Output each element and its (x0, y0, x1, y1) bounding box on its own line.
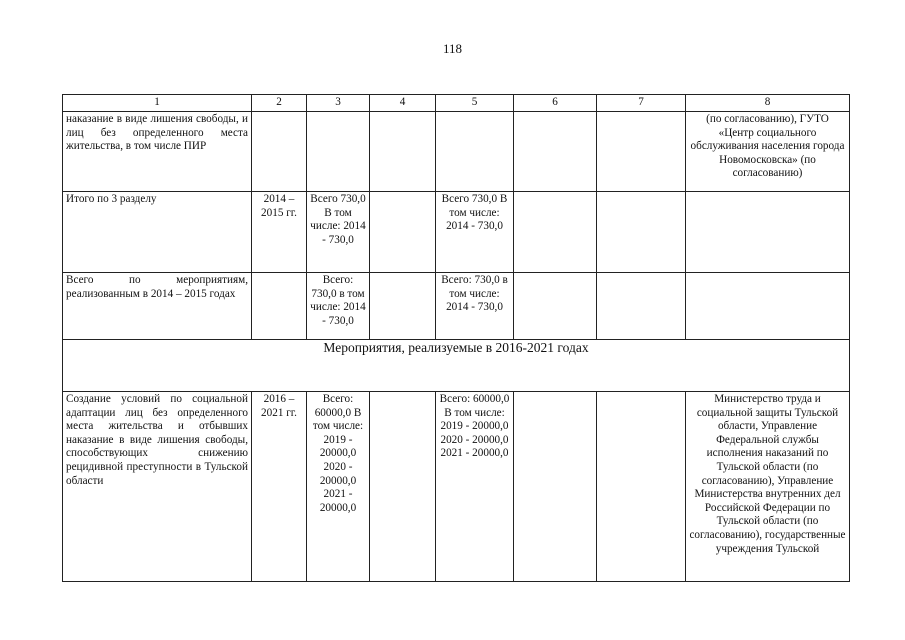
cell-col6 (514, 273, 597, 340)
period-cell (252, 273, 307, 340)
period-cell (252, 112, 307, 192)
cell-col4 (370, 112, 436, 192)
cell-col7 (597, 273, 686, 340)
cell-col4 (370, 192, 436, 273)
cell-col6 (514, 192, 597, 273)
cell-col4 (370, 392, 436, 582)
column-header: 7 (597, 95, 686, 112)
funding-cell: Всего 730,0 В том числе: 2014 - 730,0 (436, 192, 514, 273)
table-row (63, 392, 850, 582)
cell-col7 (597, 392, 686, 582)
activity-cell: Итого по 3 разделу (63, 192, 252, 273)
funding-total-cell: Всего: 60000,0 В том числе: 2019 - 20000,0 2020 - 20000,0 2021 - 20000,0 (307, 392, 370, 582)
column-header: 8 (686, 95, 850, 112)
section-title: Мероприятия, реализуемые в 2016-2021 годах (63, 340, 850, 392)
funding-total-cell (307, 112, 370, 192)
cell-col4 (370, 273, 436, 340)
section-header-row (63, 340, 850, 392)
funding-total-cell: Всего 730,0 В том числе: 2014 - 730,0 (307, 192, 370, 273)
period-cell: 2016 – 2021 гг. (252, 392, 307, 582)
responsible-cell: Министерство труда и социальной защиты Тульской области, Управление Федеральной службы исполнения наказаний по Тульской области (по согласованию), Управление Министерства внутренних дел Российской Федерации по Тульской области (по согласованию), государственные учреждения Тульской (686, 392, 850, 582)
table-header-row (63, 95, 850, 112)
period-cell: 2014 – 2015 гг. (252, 192, 307, 273)
responsible-cell (686, 192, 850, 273)
funding-total-cell: Всего: 730,0 в том числе: 2014 - 730,0 (307, 273, 370, 340)
activity-cell: Всего по мероприятиям, реализованным в 2014 – 2015 годах (63, 273, 252, 340)
cell-col6 (514, 112, 597, 192)
activity-cell: Создание условий по социальной адаптации лиц без определенного места жительства и отбывших наказание в виде лишения свободы, способствующих снижению рецидивной преступности в Тульской области (63, 392, 252, 582)
table-row (63, 112, 850, 192)
activity-cell: наказание в виде лишения свободы, и лиц без определенного места жительства, в том числе ПИР (63, 112, 252, 192)
column-header: 2 (252, 95, 307, 112)
funding-cell: Всего: 60000,0 В том числе: 2019 - 20000,0 2020 - 20000,0 2021 - 20000,0 (436, 392, 514, 582)
table-row (63, 192, 850, 273)
plan-table (62, 94, 850, 582)
column-header: 3 (307, 95, 370, 112)
column-header: 4 (370, 95, 436, 112)
table-row (63, 273, 850, 340)
cell-col7 (597, 192, 686, 273)
cell-col7 (597, 112, 686, 192)
column-header: 5 (436, 95, 514, 112)
column-header: 1 (63, 95, 252, 112)
responsible-cell (686, 273, 850, 340)
cell-col6 (514, 392, 597, 582)
column-header: 6 (514, 95, 597, 112)
funding-cell: Всего: 730,0 в том числе: 2014 - 730,0 (436, 273, 514, 340)
funding-cell (436, 112, 514, 192)
responsible-cell: (по согласованию), ГУТО «Центр социального обслуживания населения города Новомосковска» (по согласованию) (686, 112, 850, 192)
page-number: 118 (442, 41, 463, 56)
